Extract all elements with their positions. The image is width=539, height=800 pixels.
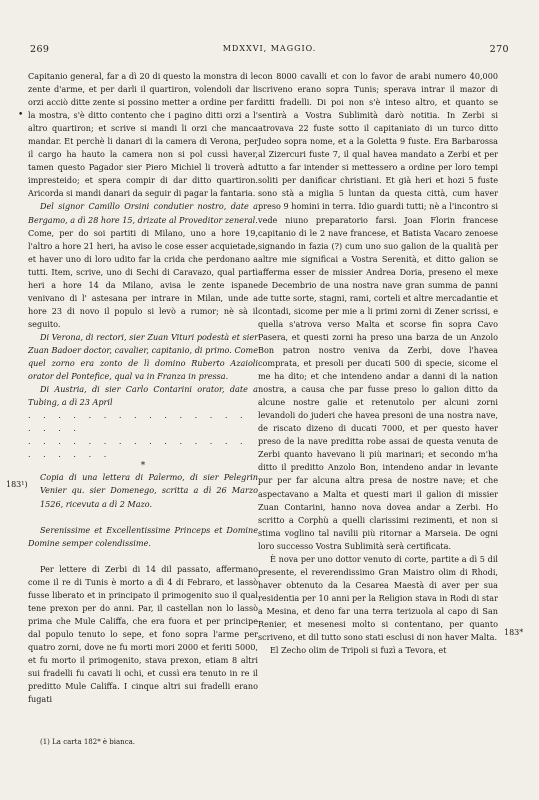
paragraph: Di Verona, di rectori, sier Zuan Vituri podestà et sier Zuan Badoer doctor, cavalier, capitanio, di primo. Come quel zorno era zonto de lì domino Ruberto Azaioli orator del Pontefice, qual va in Franza in pressa. xyxy=(28,331,258,382)
letter-heading: Del signor Camillo Orsini condutier nostro, date a Bergamo, a dì 28 hore 15, drizate al Proveditor zeneral. xyxy=(28,201,258,225)
paragraph: È nova per uno dottor venuto di corte, partite a dì 5 dil presente, el reverendissimo Gran Maistro olim di Rhodi, haver obtenuto da la Cesarea Maestà di aver per sua residentia per 10 anni per la Religion stava in Rodi di star a Mesina, et deno far una terra terizuola al capo di San Renier, et mesenesi molto si contentano, per quanto scriveno, et dil tutto sono stati esclusi di non haver Malta. xyxy=(258,553,498,643)
ellipsis-line: . . . . . . . . . . . . . . . . . . . xyxy=(28,410,248,434)
running-title: MDXXVI, MAGGIO. xyxy=(222,44,317,53)
section-marker: * xyxy=(140,461,146,472)
paragraph: Di Austria, di sier Carlo Contarini orator, date a Tubing, a dì 23 April xyxy=(28,384,258,408)
salutation: Serenissime et Excellentissime Princeps et Domine Domine semper colendissime. xyxy=(28,524,258,548)
margin-reference: 183¹) xyxy=(6,480,28,489)
ellipsis-line: . . . . . . . . . . . . . . . . . . . . . xyxy=(28,436,248,460)
right-page-number: 270 xyxy=(489,44,509,55)
paragraph: con 8000 cavalli et con lo favor de arabi numero 40,000 scriveno erano sopra Tunis; sperava intrar il mazor di ditti fradelli. Di poi non s'è inteso altro, et quanto se sentirà a Vostra Sublimità darò notitia. In Zerbi si atrovava 22 fuste sotto il capitaniato di un turco ditto Judeo sopra nome, et a la Goletta 9 fuste. Era Barbarossa al Zizercuri fuste 7, il qual havea mandato a Zerbi et per tutto a far intender si mettessero a ordine per loro tempi soliti per danificar christiani. Et già heri et hozi 5 fuste sono stà a miglia 5 luntan da questa città, cum haver preso 9 homini in terra. Idio guardi tutti; nè a l'incontro si vede niuno preparatorio farsi. Joan Florin francese capitanio di le 2 nave francese, et Batista Vacaro zenoese signando in fazia (?) cum uno suo galion de la qualità per altre mie significai a Vostra Serenità, et ditto galion se afferma esser de missier Andrea Doria, preseno el mexe de Decembrio de una nostra nave gran summa de panni de tutte sorte, stagni, rami, corteli et altre mercadantie et contadi, sicome per mie a li primi zorni di Zener scrissi, e quella s'atrova verso Malta et scorse fin sopra Cavo Pasera, et questi zorni ha preso una barza de un Anzolo Bon patron nostro veniva da Zerbi, dove l'havea comprata, et presoli per ducati 500 di specie, sicome el me ha dito; et che intendeno andar a danni di la nation nostra, a causa che par fusse preso lo galion ditto da alcune nostre galie et retenutolo per alcuni zorni levandoli do juderi che havea presoni de una nostra nave, de riscato dizeno di ducati 7000, et per questo haver preso de la nave preditta robe assai de questa venuta de Zerbi quanto havevano li più marinari; et secondo m'ha ditto il preditto Anzolo Bon, intendeno andar in levante pur per far alcuna altra presa de nostre nave; et che aspectavano a Malta et questi mari il galion di missier Zuan Contarini, hanno nova dovea andar a Zerbi. Ho scritto a Corphù a quelli clarissimi rezimenti, et non si stima voglino tal navilii più ritornar a Marseia. De ogni loro successo Vostra Sublimità serà certificata. xyxy=(258,71,498,551)
paragraph: Come, per do soi partiti di Milano, uno a hore 19, l'altro a hore 21 heri, ha aviso le cose esser acquietade, et haver uno di loro udito far la crida che perdonano a tutti. Item, scrive, uno di Sechi di Caravazo, qual partì heri a hore 14 da Milano, avisa le zente ispane venivano di l' astesana per intrare in Milan, unde a hore 23 di novo il populo si levò a rumor; nè sà il seguito. xyxy=(28,227,258,329)
paragraph: El Zecho olim de Tripoli si fuzì a Tevora, et xyxy=(270,645,447,656)
left-page-number: 269 xyxy=(30,44,50,55)
right-column xyxy=(258,70,498,657)
margin-bullet: • xyxy=(18,110,24,120)
footnote: (1) La carta 182* è bianca. xyxy=(40,738,136,746)
margin-reference: 183* xyxy=(504,628,524,637)
left-column xyxy=(28,70,258,706)
page-header xyxy=(30,44,509,60)
letter-title: Copia di una lettera di Palermo, di sier Pelegrin Venier qu. sier Domenego, scritta a dì 26 Marzo 1526, ricevuta a dì 2 Mazo. xyxy=(40,472,258,509)
paragraph: Per lettere di Zerbi di 14 dil passato, affermano come il re di Tunis è morto a dì 4 di Febraro, et lassò fusse liberato et in principato il primogenito suo il qual tene prexon per do anni. Par, il castellan non lo lassò prima che Mule Califfa, che era fuora et per principe dal populo tenuto lo sepe, et fono sopra l'arme per quatro zorni, dove ne fu morti mori 2000 et feriti 5000, et fu morto il primogenito, stava prexon, etiam 8 altri sui fradelli fu cavati li ochi, et cussì era tenuto in re il preditto Mule Califfa. I cinque altri sui fradelli erano fugati xyxy=(28,563,258,705)
paragraph: Capitanio general, far a dì 20 di questo la monstra di le zente d'arme, et per darli il quartiron, volendoli dar li orzi acciò ditte zente si possino metter a ordine per far la mostra, s'è ditto contento che i pagino ditti orzi a l' altro quartiron; et scrive si mandi li orzi che manca mandar. Et perchè li danari di la camera di Verona, per il cargo ha hauto la camera non si pol cussì haver, tamen questo Pagador sier Piero Michiel li troverà ad impresteido; et spera compir di dar ditto quartiron. Aricorda si mandi danari da seguir di pagar la fantaria. xyxy=(28,71,258,199)
